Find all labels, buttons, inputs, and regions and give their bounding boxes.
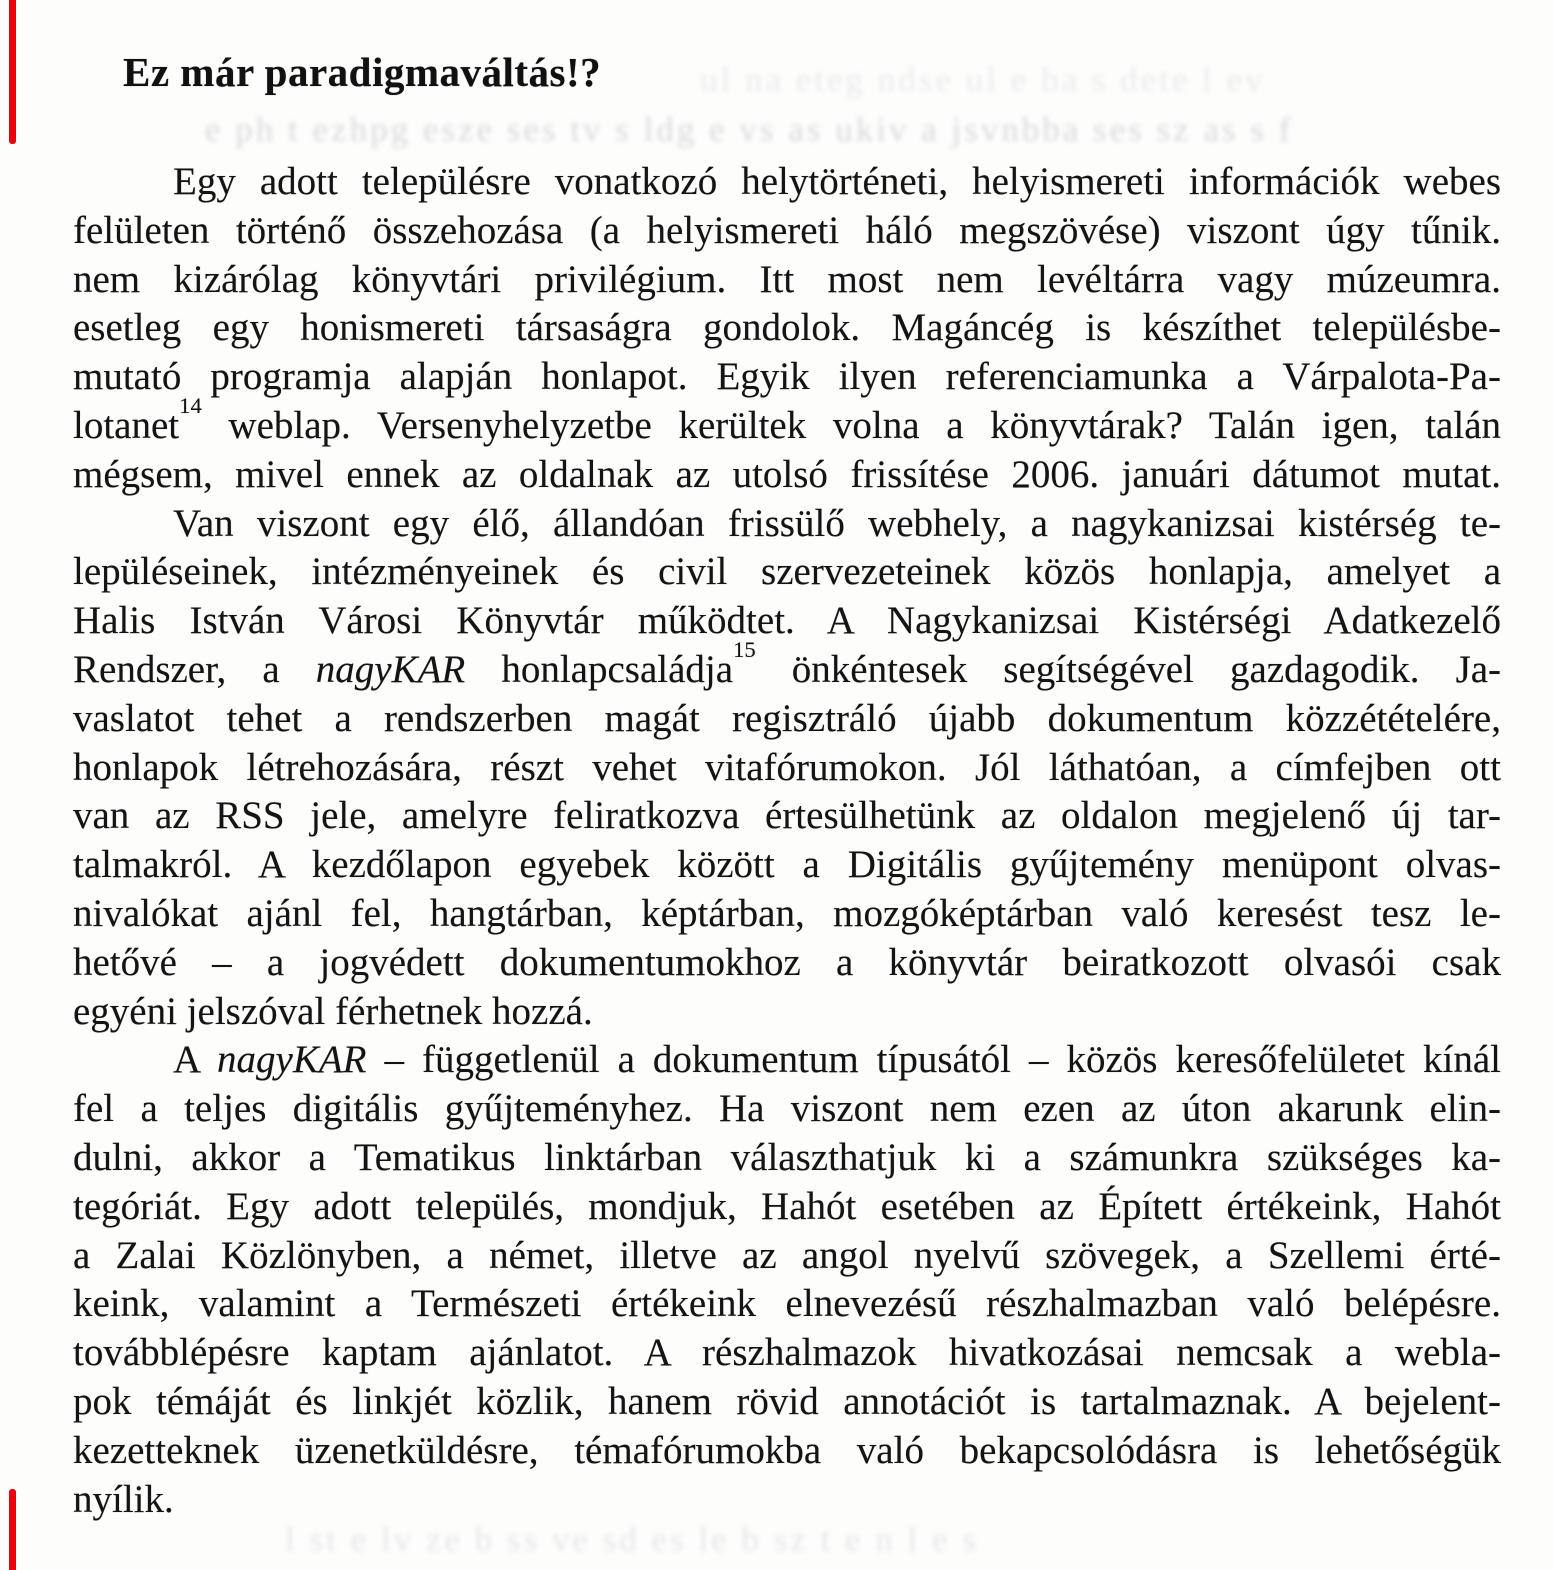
text-line [73, 890, 1501, 939]
text-line-content [73, 256, 1501, 305]
text-segment: Halis István Városi Könyvtár működtet. A Nagykanizsai Kistérségi Adatkezelő [73, 599, 1501, 643]
text-line [73, 792, 1501, 841]
scan-artifact-red-top [9, 0, 16, 144]
text-segment: nyílik. [73, 1477, 174, 1521]
body-text [73, 158, 1501, 1524]
text-line [73, 744, 1501, 793]
text-line-content [73, 1183, 1501, 1232]
text-line [73, 939, 1501, 988]
text-segment: esetleg egy honismereti társaságra gondolok. Magáncég is készíthet településbe- [73, 306, 1501, 350]
text-line-content [123, 500, 1501, 549]
text-line-content [73, 792, 1501, 841]
footnote-marker: 14 [179, 393, 202, 419]
text-line-content [73, 548, 1501, 597]
text-segment: – függetlenül a dokumentum típusától – közös keresőfelületet kínál [366, 1038, 1501, 1082]
text-line [73, 548, 1501, 597]
scan-artifact-red-bottom [9, 1489, 16, 1570]
text-line-content [73, 1085, 1501, 1134]
text-segment: van az RSS jele, amelyre feliratkozva értesülhetünk az oldalon megjelenő új tar- [73, 794, 1502, 838]
text-line [73, 451, 1501, 500]
text-line-content [73, 841, 1501, 890]
text-line [73, 256, 1501, 305]
text-line-content [123, 1036, 1501, 1085]
text-segment: kezetteknek üzenetküldésre, témafórumokba való bekapcsolódásra is lehetőségük [73, 1428, 1502, 1472]
text-line [73, 988, 1501, 1037]
text-line [73, 304, 1501, 353]
text-line [73, 207, 1501, 256]
text-segment: honlapok létrehozására, részt vehet vitafórumokon. Jól láthatóan, a címfejben ott [73, 745, 1501, 789]
text-segment: mutató programja alapján honlapot. Egyik ilyen referenciamunka a Várpalota-Pa- [73, 355, 1501, 399]
text-line-content [73, 1427, 1501, 1476]
text-line [73, 1280, 1501, 1329]
text-segment: Van viszont egy élő, állandóan frissülő webhely, a nagykanizsai kistérség te- [173, 501, 1502, 545]
italic-text: nagyKAR [315, 647, 466, 691]
bleedthrough-text-heading: ul na eteg ndse ul e ba s dete l ev [700, 60, 1266, 99]
text-segment: Egy adott településre vonatkozó helytörténeti, helyismereti információk webes [173, 160, 1501, 203]
text-line-content [73, 451, 1501, 500]
paragraph [73, 500, 1501, 1037]
text-line [73, 353, 1501, 402]
text-line [73, 1036, 1501, 1085]
text-segment: dulni, akkor a Tematikus linktárban választhatjuk ki a számunkra szükséges ka- [73, 1135, 1502, 1179]
bleedthrough-text-bottom: l st e lv ze b ss ve sd es le b sz t e n l e s [285, 1520, 980, 1559]
text-line-content [73, 744, 1501, 793]
text-line-content [73, 988, 593, 1037]
text-line-content [73, 1476, 174, 1525]
text-line [73, 637, 1502, 695]
italic-text: nagyKAR [217, 1038, 367, 1082]
text-line [73, 1085, 1501, 1134]
text-segment: A [173, 1038, 218, 1082]
text-segment: felületen történő összehozása (a helyismereti háló megszövése) viszont úgy tűnik. [73, 208, 1501, 252]
text-segment: önkéntesek segítségével gazdagodik. Ja- [755, 647, 1502, 691]
text-line [73, 841, 1501, 890]
text-line-content [73, 939, 1501, 988]
text-line [73, 1183, 1501, 1232]
page-title: Ez már paradigmaváltás!? [123, 49, 602, 95]
text-segment: honlapcsaládja [465, 647, 734, 691]
text-line-content [73, 1378, 1501, 1427]
paragraph [73, 1036, 1501, 1524]
text-line [73, 158, 1501, 207]
text-line-content [73, 637, 1502, 695]
text-line [73, 393, 1502, 451]
text-segment: lepüléseinek, intézményeinek és civil szervezeteinek közös honlapja, amelyet a [73, 550, 1502, 594]
text-segment: továbblépésre kaptam ajánlatot. A részhalmazok hivatkozásai nemcsak a webla- [73, 1331, 1502, 1375]
paragraph [73, 158, 1501, 500]
text-line-content [73, 695, 1501, 744]
text-segment: keink, valamint a Természeti értékeink elnevezésű részhalmazban való belépésre. [73, 1282, 1501, 1326]
text-line-content [73, 304, 1501, 353]
bleedthrough-text-top: e ph t ezhpg esze ses tv s ldg e vs as ukiv a jsvnbba ses sz as s f [205, 110, 1294, 149]
text-line [73, 1329, 1501, 1378]
text-segment: nem kizárólag könyvtári privilégium. Itt most nem levéltárra vagy múzeumra. [73, 257, 1501, 301]
text-line [73, 500, 1501, 549]
text-line-content [123, 158, 1501, 207]
text-line-content [73, 1134, 1501, 1183]
text-line-content [73, 393, 1502, 451]
text-line [73, 695, 1501, 744]
text-line-content [73, 1280, 1501, 1329]
text-line [73, 1427, 1501, 1476]
text-line-content [73, 1329, 1501, 1378]
text-line [73, 1134, 1501, 1183]
text-segment: egyéni jelszóval férhetnek hozzá. [73, 989, 593, 1033]
text-line-content [73, 597, 1501, 646]
text-segment: lotanet [73, 403, 180, 447]
footnote-marker: 15 [733, 637, 756, 663]
text-segment: weblap. Versenyhelyzetbe kerültek volna a könyvtárak? Talán igen, talán [201, 403, 1502, 447]
text-line [73, 1378, 1501, 1427]
text-segment: pok témáját és linkjét közlik, hanem rövid annotációt is tartalmaznak. A bejelent- [73, 1379, 1501, 1423]
text-segment: Rendszer, a [73, 647, 316, 691]
text-segment: a Zalai Közlönyben, a német, illetve az angol nyelvű szövegek, a Szellemi érté- [73, 1233, 1501, 1277]
text-segment: nivalókat ajánl fel, hangtárban, képtárban, mozgóképtárban való keresést tesz le- [73, 891, 1501, 935]
text-segment: fel a teljes digitális gyűjteményhez. Ha viszont nem ezen az úton akarunk elin- [73, 1087, 1501, 1131]
text-line [73, 1232, 1501, 1281]
text-segment: talmakról. A kezdőlapon egyebek között a Digitális gyűjtemény menüpont olvas- [73, 843, 1502, 887]
text-line [73, 597, 1501, 646]
text-line-content [73, 353, 1501, 402]
text-line-content [73, 207, 1501, 256]
text-line-content [73, 890, 1501, 939]
text-segment: mégsem, mivel ennek az oldalnak az utolsó frissítése 2006. januári dátumot mutat. [73, 452, 1501, 496]
text-line [73, 1476, 1501, 1525]
text-segment: hetővé – a jogvédett dokumentumokhoz a könyvtár beiratkozott olvasói csak [73, 940, 1501, 984]
text-segment: tegóriát. Egy adott település, mondjuk, Hahót esetében az Épített értékeink, Hahót [73, 1184, 1501, 1228]
text-line-content [73, 1232, 1501, 1281]
text-segment: vaslatot tehet a rendszerben magát regisztráló újabb dokumentum közzétételére, [73, 696, 1501, 740]
